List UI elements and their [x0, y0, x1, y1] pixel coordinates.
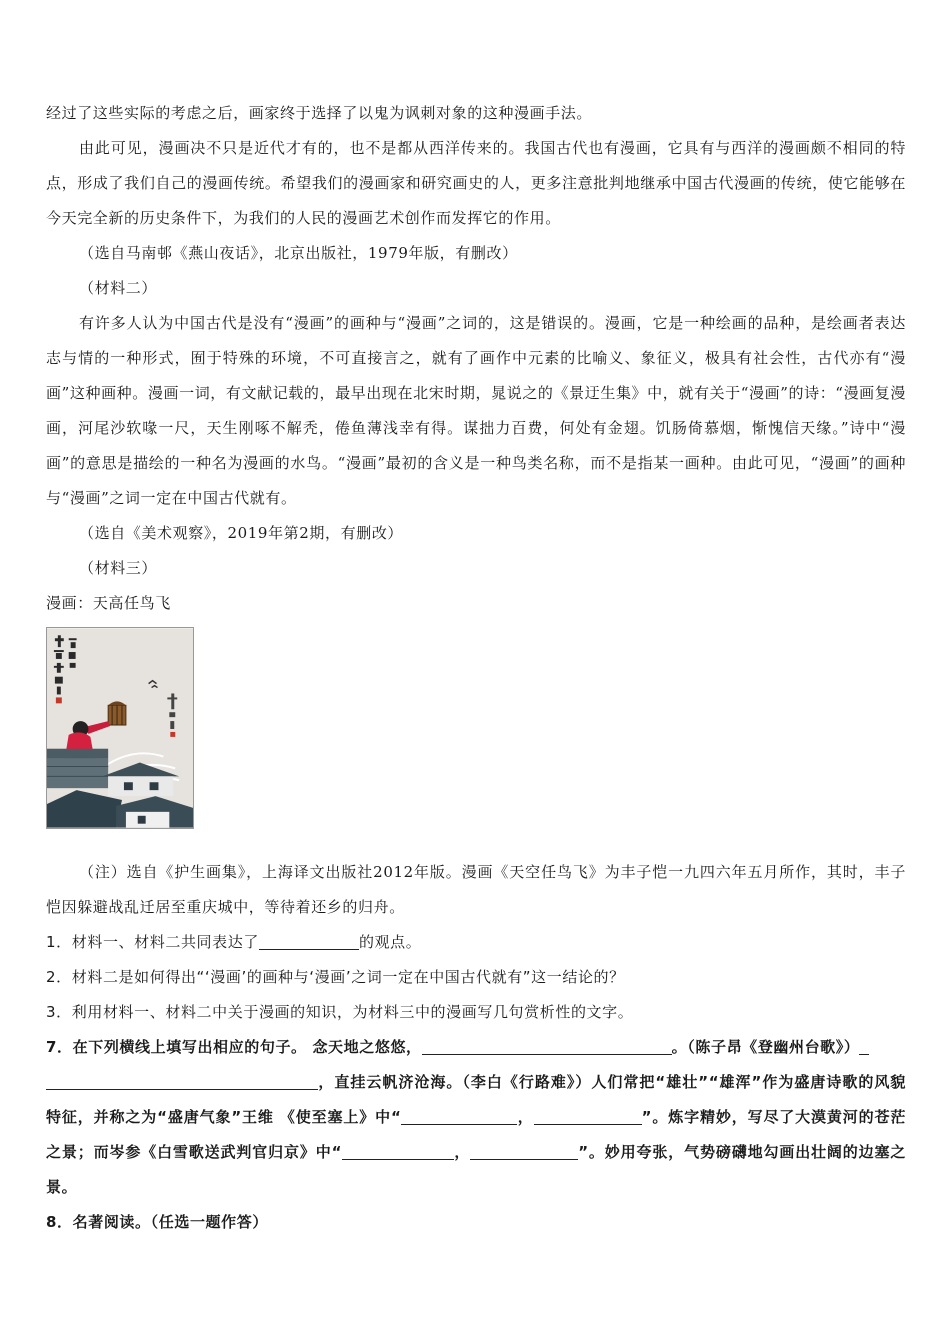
question-1-tail: 的观点。 [358, 933, 422, 951]
cartoon-note: （注）选自《护生画集》，上海译文出版社2012年版。漫画《天空任鸟飞》为丰子恺一九四六年五月所作，其时，丰子恺因躲避战乱迁居至重庆城中，等待着还乡的归舟。 [46, 863, 906, 916]
question-1 [46, 925, 906, 960]
question-7-prompt: 7．在下列横线上填写出相应的句子。 念天地之悠悠， [46, 1038, 422, 1056]
material2-paragraph: 有许多人认为中国古代是没有“漫画”的画种与“漫画”之词的，这是错误的。漫画，它是一种绘画的品种，是绘画者表达志与情的一种形式，囿于特殊的环境，不可直接言之，就有了画作中元素的比喻义、象征义，极具有社会性，古代亦有“漫画”这种画种。漫画一词，有文献记载的，最早出现在北宋时期，晁说之的《景迂生集》中，就有关于“漫画”的诗：“漫画复漫画，河尾沙软喙一尺，天生刚啄不解秃，倦鱼薄浅幸有得。谋拙力百费，何处有金翅。饥肠倚慕烟，惭愧信天缘。”诗中“漫画”的意思是描绘的一种名为漫画的水鸟。“漫画”最初的含义是一种鸟类名称，而不是指某一画种。由此可见，“漫画”的画种与“漫画”之词一定在中国古代就有。 [46, 314, 906, 507]
material2-heading: （材料二） [79, 279, 158, 297]
blank-2-start[interactable] [859, 1038, 869, 1055]
material1-source: （选自马南邨《燕山夜话》，北京出版社，1979年版，有删改） [79, 244, 518, 262]
material1-paragraph-2: 由此可见，漫画决不只是近代才有的，也不是都从西洋传来的。我国古代也有漫画，它具有与西洋的漫画颇不相同的特点，形成了我们自己的漫画传统。希望我们的漫画家和研究画史的人，更多注意批判地继承中国古代漫画的传统，使它能够在今天完全新的历史条件下，为我们的人民的漫画艺术创作而发挥它的作用。 [46, 139, 906, 227]
question-7-text-2: ，直挂云帆济沧海。（李白《行路难》）人们常把“雄壮”“雄浑”作为盛唐诗歌的风貌特征，并称之为“盛唐气象”王维 《使至塞上》中“ [46, 1073, 906, 1126]
material1-paragraph-1: 经过了这些实际的考虑之后，画家终于选择了以鬼为讽刺对象的这种漫画手法。 [46, 104, 593, 122]
question-7-text-3: ”。炼字精妙，写尽了大漠黄河的苍茫之景；而岑参《白雪歌送武判官归京》中“ [46, 1108, 907, 1161]
cartoon-image [46, 627, 194, 829]
blank-6[interactable] [470, 1143, 578, 1160]
question-7-comma-2: ， [454, 1143, 471, 1161]
blank-3[interactable] [401, 1108, 517, 1125]
document-page [46, 96, 906, 1240]
material3-heading: （材料三） [79, 559, 158, 577]
blank-2[interactable] [46, 1073, 318, 1090]
question-1-text: 1．材料一、材料二共同表达了 [46, 933, 259, 951]
question-3: 3．利用材料一、材料二中关于漫画的知识，为材料三中的漫画写几句赏析性的文字。 [46, 1003, 634, 1021]
cartoon-caption: 漫画：天高任鸟飞 [46, 594, 171, 612]
blank-4[interactable] [534, 1108, 642, 1125]
material2-source: （选自《美术观察》，2019年第2期，有删改） [79, 524, 404, 542]
question-7-source-1: 。（陈子昂《登幽州台歌》） [671, 1038, 860, 1056]
question-7-text-4: ”。妙用夸张，气势磅礴地勾画出壮阔的边塞之景。 [46, 1143, 906, 1196]
question-1-blank[interactable] [259, 933, 359, 950]
question-7-comma-1: ， [517, 1108, 534, 1126]
question-7 [46, 1030, 906, 1205]
question-8: 8．名著阅读。（任选一题作答） [46, 1213, 268, 1231]
blank-5[interactable] [342, 1143, 454, 1160]
blank-1[interactable] [422, 1038, 672, 1055]
question-2: 2．材料二是如何得出“‘漫画’的画种与‘漫画’之词一定在中国古代就有”这一结论的？ [46, 968, 625, 986]
